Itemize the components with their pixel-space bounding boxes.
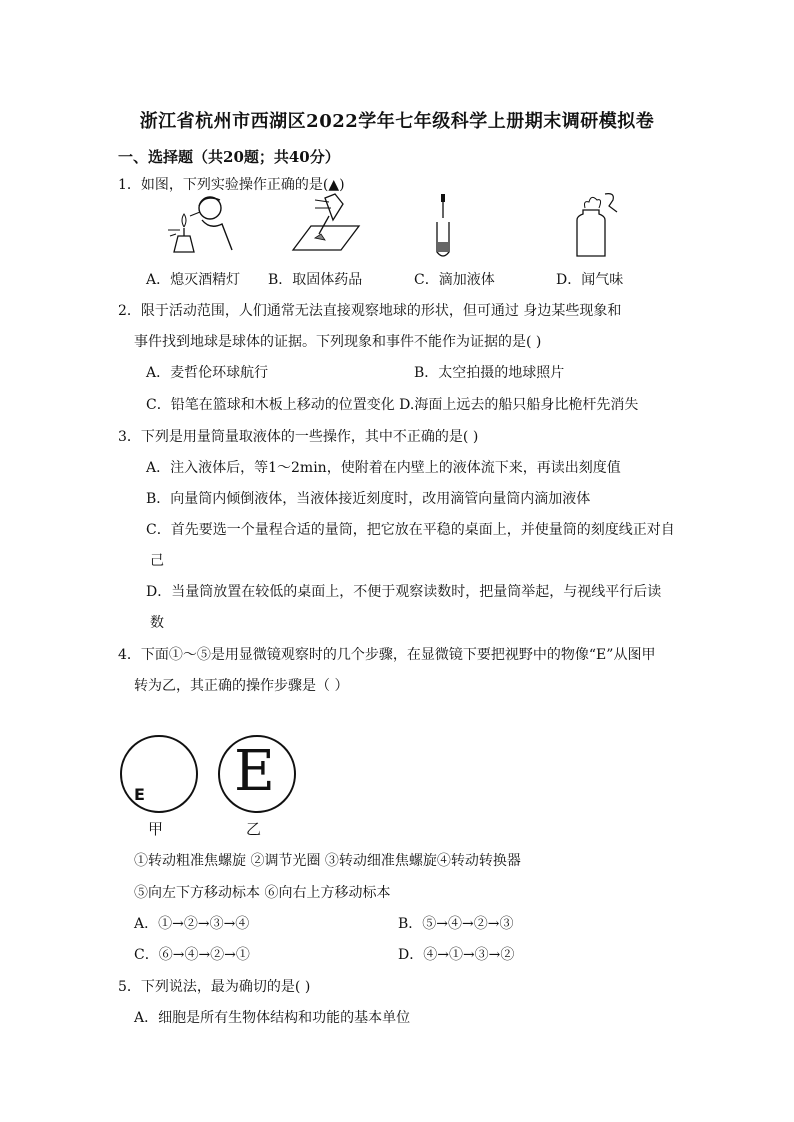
page-title: 浙江省杭州市西湖区2022学年七年级科学上册期末调研模拟卷 <box>139 111 655 132</box>
question-3-option-b: B．向量筒内倾倒液体，当液体接近刻度时，改用滴管向量筒内滴加液体 <box>146 491 591 507</box>
question-3-option-d-2: 数 <box>150 615 164 631</box>
question-3-stem: 3．下列是用量筒量取液体的一些操作，其中不正确的是( ) <box>118 429 479 445</box>
question-3-option-c-2: 己 <box>150 553 164 569</box>
microscope-figure <box>118 735 318 845</box>
solid-reagent-icon <box>285 190 365 260</box>
question-1-option-a: A．熄灭酒精灯 <box>146 272 241 288</box>
question-4-stem-2: 转为乙，其正确的操作步骤是（ ） <box>134 678 349 694</box>
label-jia: 甲 <box>148 820 164 838</box>
question-1-stem: 1．如图，下列实验操作正确的是(▲) <box>118 177 345 193</box>
question-3-option-a: A．注入液体后，等1～2min，使附着在内壁上的液体流下来，再读出刻度值 <box>146 460 621 476</box>
question-4-option-a: A．①→②→③→④ <box>134 916 250 932</box>
question-1-option-c: C．滴加液体 <box>414 272 495 288</box>
image-letter-big: E <box>234 739 275 804</box>
dropper-test-tube-icon <box>415 190 475 260</box>
question-1-figures <box>150 190 650 260</box>
question-1-option-d: D．闻气味 <box>556 272 624 288</box>
question-3-option-d-1: D．当量筒放置在较低的桌面上，不便于观察读数时，把量筒举起，与视线平行后读 <box>146 584 662 600</box>
question-2-stem-2: 事件找到地球是球体的证据。下列现象和事件不能作为证据的是( ) <box>134 334 542 350</box>
smell-bottle-icon <box>565 190 625 260</box>
question-5-option-a: A．细胞是所有生物体结构和功能的基本单位 <box>134 1010 411 1026</box>
question-3-option-c-1: C．首先要选一个量程合适的量筒，把它放在平稳的桌面上，并使量筒的刻度线正对自 <box>146 522 675 538</box>
question-4-option-d: D．④→①→③→② <box>398 947 515 963</box>
question-4-option-c: C．⑥→④→②→① <box>134 947 250 963</box>
question-5-stem: 5．下列说法，最为确切的是( ) <box>118 979 311 995</box>
question-2-option-a: A．麦哲伦环球航行 <box>146 365 269 381</box>
question-1-option-b: B．取固体药品 <box>268 272 363 288</box>
label-yi: 乙 <box>246 820 262 838</box>
extinguish-lamp-icon <box>160 190 240 260</box>
question-4-steps-2: ⑤向左下方移动标本 ⑥向右上方移动标本 <box>134 885 391 901</box>
section-heading: 一、选择题（共20题；共40分） <box>118 148 340 166</box>
question-4-stem-1: 4．下面①～⑤是用显微镜观察时的几个步骤，在显微镜下要把视野中的物像“E”从图甲 <box>118 647 656 663</box>
field-of-view-jia <box>120 735 198 813</box>
question-2-stem-1: 2．限于活动范围，人们通常无法直接观察地球的形状，但可通过 身边某些现象和 <box>118 303 622 319</box>
image-letter-small: E <box>134 785 145 804</box>
question-2-option-b: B．太空拍摄的地球照片 <box>414 365 565 381</box>
question-4-steps-1: ①转动粗准焦螺旋 ②调节光圈 ③转动细准焦螺旋④转动转换器 <box>134 853 521 869</box>
question-2-option-cd: C．铅笔在篮球和木板上移动的位置变化 D.海面上远去的船只船身比桅杆先消失 <box>146 397 639 413</box>
question-4-option-b: B．⑤→④→②→③ <box>398 916 514 932</box>
